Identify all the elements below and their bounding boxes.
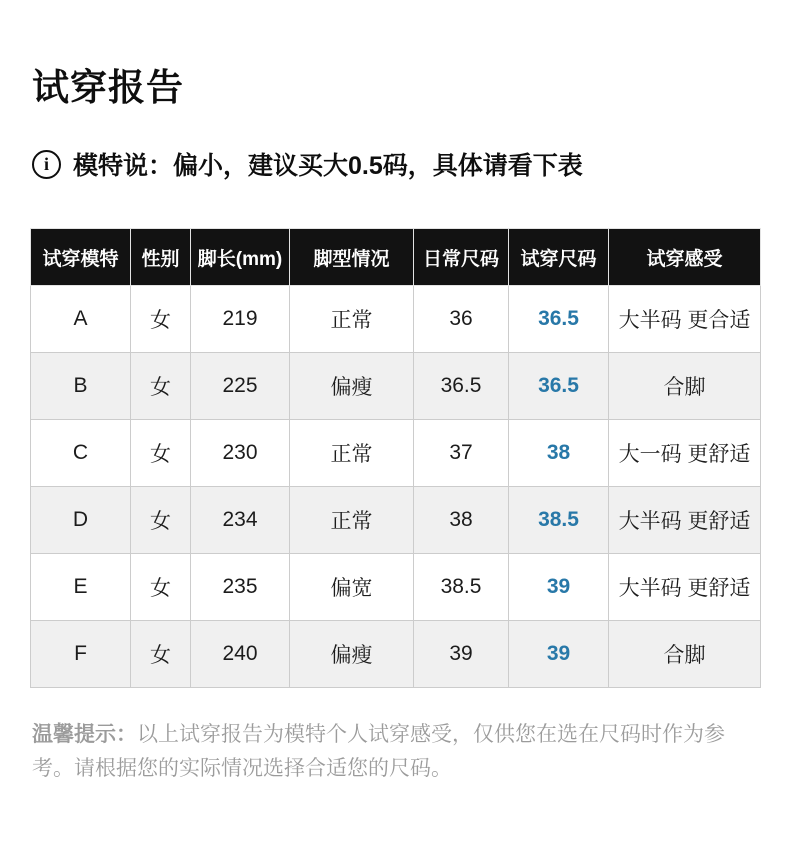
cell-model: D (31, 487, 131, 554)
cell-tryon-size: 36.5 (509, 353, 609, 420)
table-row (31, 487, 761, 554)
footer-disclaimer (32, 718, 758, 786)
info-icon: i (32, 150, 61, 179)
table-header (31, 229, 761, 286)
cell-model: E (31, 554, 131, 621)
cell-tryon-size: 38.5 (509, 487, 609, 554)
cell-gender: 女 (131, 621, 191, 688)
table-row (31, 621, 761, 688)
cell-model: B (31, 353, 131, 420)
cell-foot-type: 偏瘦 (290, 353, 414, 420)
cell-gender: 女 (131, 286, 191, 353)
cell-foot-length: 235 (191, 554, 290, 621)
cell-foot-type: 偏瘦 (290, 621, 414, 688)
cell-tryon-size: 39 (509, 621, 609, 688)
table-row (31, 286, 761, 353)
header-daily-size: 日常尺码 (414, 229, 509, 286)
cell-foot-type: 偏宽 (290, 554, 414, 621)
cell-foot-type: 正常 (290, 487, 414, 554)
model-notice (32, 146, 583, 182)
cell-gender: 女 (131, 420, 191, 487)
cell-gender: 女 (131, 353, 191, 420)
cell-feeling: 大半码 更合适 (609, 286, 761, 353)
cell-gender: 女 (131, 554, 191, 621)
cell-feeling: 大一码 更舒适 (609, 420, 761, 487)
cell-feeling: 合脚 (609, 621, 761, 688)
cell-foot-type: 正常 (290, 420, 414, 487)
cell-gender: 女 (131, 487, 191, 554)
cell-foot-length: 225 (191, 353, 290, 420)
footer-disclaimer-label: 温馨提示： (32, 723, 137, 746)
fit-report-table (30, 228, 761, 688)
cell-foot-length: 230 (191, 420, 290, 487)
cell-tryon-size: 38 (509, 420, 609, 487)
page-title: 试穿报告 (32, 67, 184, 108)
header-foot-type: 脚型情况 (290, 229, 414, 286)
cell-tryon-size: 36.5 (509, 286, 609, 353)
cell-foot-length: 240 (191, 621, 290, 688)
table-row (31, 353, 761, 420)
cell-feeling: 大半码 更舒适 (609, 554, 761, 621)
table-body (31, 286, 761, 688)
cell-model: A (31, 286, 131, 353)
cell-tryon-size: 39 (509, 554, 609, 621)
cell-feeling: 合脚 (609, 353, 761, 420)
cell-feeling: 大半码 更舒适 (609, 487, 761, 554)
cell-daily-size: 36.5 (414, 353, 509, 420)
cell-daily-size: 38.5 (414, 554, 509, 621)
header-model: 试穿模特 (31, 229, 131, 286)
header-gender: 性别 (131, 229, 191, 286)
header-feeling: 试穿感受 (609, 229, 761, 286)
cell-daily-size: 37 (414, 420, 509, 487)
cell-foot-length: 234 (191, 487, 290, 554)
table-row (31, 420, 761, 487)
header-row (31, 229, 761, 286)
cell-foot-length: 219 (191, 286, 290, 353)
cell-daily-size: 38 (414, 487, 509, 554)
model-notice-text: 模特说：偏小，建议买大0.5码，具体请看下表 (73, 152, 583, 180)
cell-model: F (31, 621, 131, 688)
header-foot-length: 脚长(mm) (191, 229, 290, 286)
header-tryon-size: 试穿尺码 (509, 229, 609, 286)
cell-daily-size: 36 (414, 286, 509, 353)
table-row (31, 554, 761, 621)
footer-disclaimer-text: 以上试穿报告为模特个人试穿感受，仅供您在选在尺码时作为参考。请根据您的实际情况选择合适您的尺码。 (32, 723, 725, 780)
cell-daily-size: 39 (414, 621, 509, 688)
cell-model: C (31, 420, 131, 487)
cell-foot-type: 正常 (290, 286, 414, 353)
